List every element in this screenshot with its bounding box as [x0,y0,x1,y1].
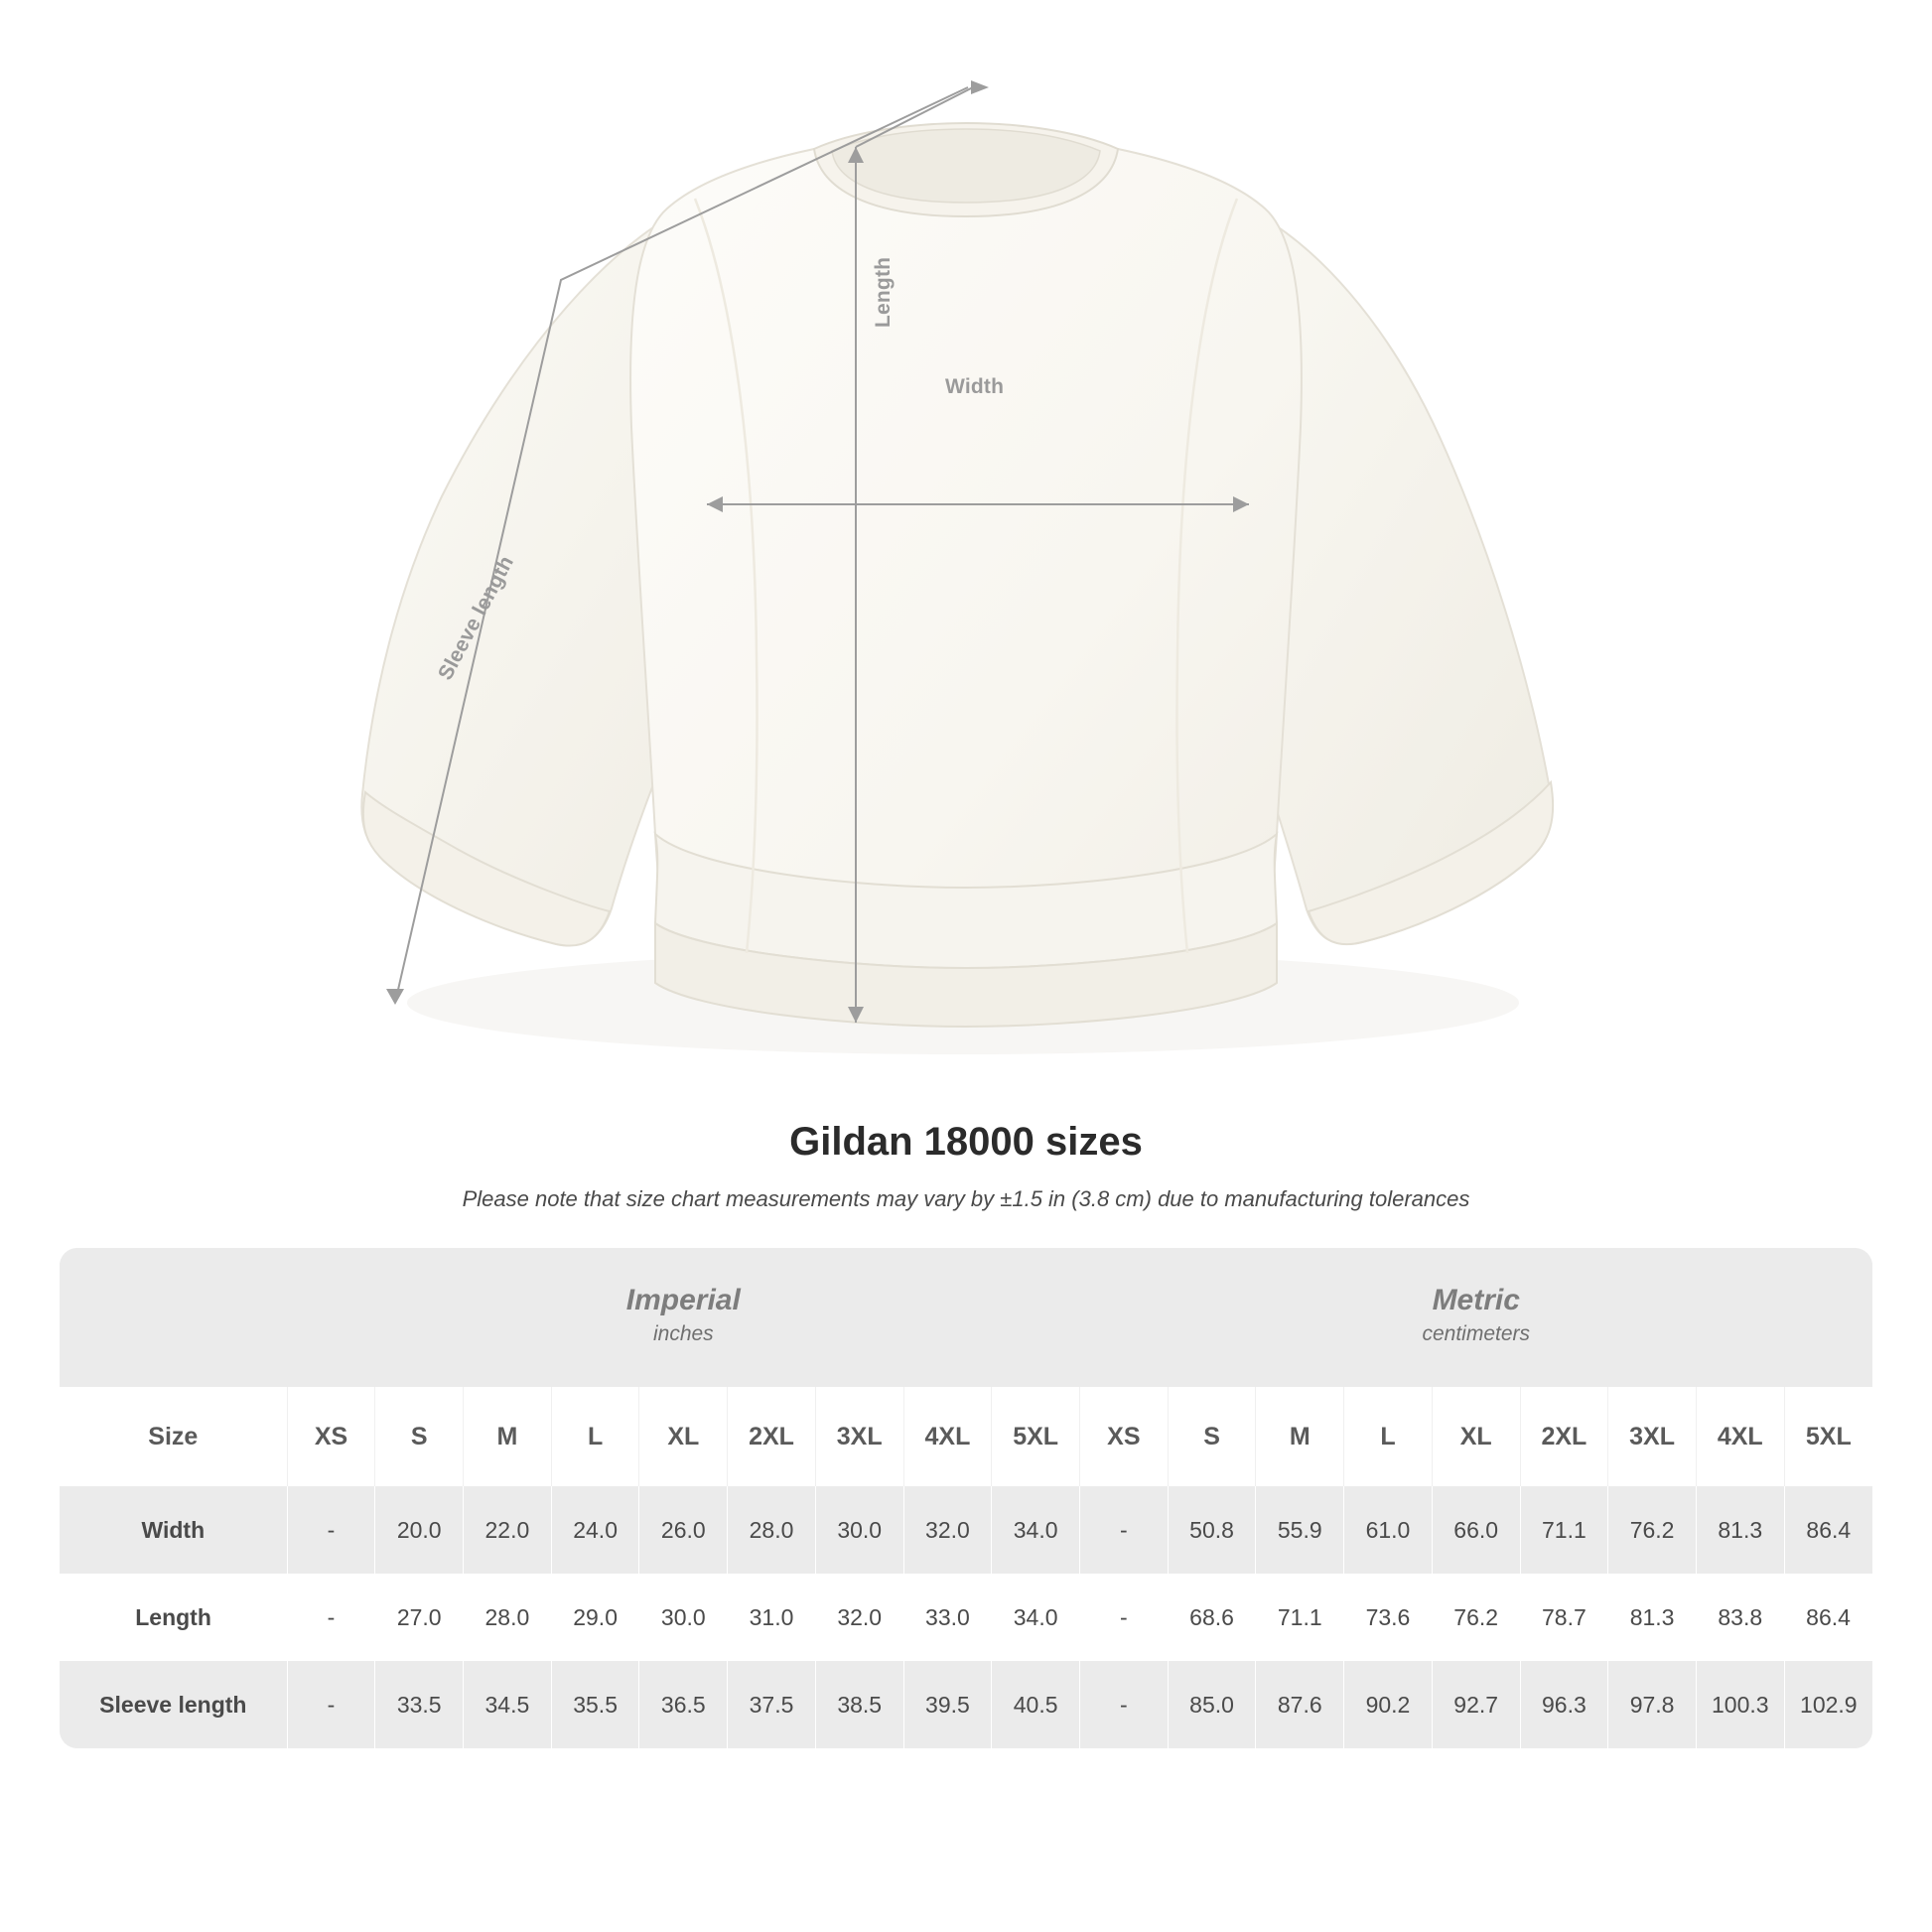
cell-width-M-2: 22.0 [464,1486,552,1574]
cell-length-5XL-17: 86.4 [1784,1574,1872,1661]
cell-length-XS-0: - [287,1574,375,1661]
cell-length-3XL-15: 81.3 [1608,1574,1697,1661]
title-block [0,1120,1932,1212]
unit-group-metric [1080,1248,1873,1387]
column-header-l-12: L [1344,1387,1433,1486]
unit-group-imperial [287,1248,1079,1387]
unit-sub-name: centimeters [1422,1322,1531,1346]
page-title: Gildan 18000 sizes [789,1120,1143,1164]
row-label-width: Width [60,1486,287,1574]
column-header-3xl-6: 3XL [815,1387,903,1486]
cell-width-M-11: 55.9 [1256,1486,1344,1574]
cell-sleeve-length-2XL-5: 37.5 [728,1661,816,1748]
table-row [60,1574,1872,1661]
cell-length-M-2: 28.0 [464,1574,552,1661]
column-header-4xl-16: 4XL [1696,1387,1784,1486]
cell-sleeve-length-5XL-8: 40.5 [992,1661,1080,1748]
column-header-xs-0: XS [287,1387,375,1486]
column-header-m-11: M [1256,1387,1344,1486]
column-header-s-10: S [1168,1387,1256,1486]
cell-width-XS-9: - [1080,1486,1169,1574]
cell-length-4XL-16: 83.8 [1696,1574,1784,1661]
column-header-2xl-14: 2XL [1520,1387,1608,1486]
cell-sleeve-length-4XL-7: 39.5 [903,1661,992,1748]
column-header-xs-9: XS [1080,1387,1169,1486]
cell-sleeve-length-2XL-14: 96.3 [1520,1661,1608,1748]
cell-length-2XL-5: 31.0 [728,1574,816,1661]
length-dimension-label: Length [872,256,895,328]
column-header-2xl-5: 2XL [728,1387,816,1486]
cell-sleeve-length-M-2: 34.5 [464,1661,552,1748]
cell-width-2XL-5: 28.0 [728,1486,816,1574]
cell-width-S-10: 50.8 [1168,1486,1256,1574]
cell-sleeve-length-XL-4: 36.5 [639,1661,728,1748]
row-label-length: Length [60,1574,287,1661]
cell-width-XS-0: - [287,1486,375,1574]
cell-length-XL-13: 76.2 [1432,1574,1520,1661]
unit-sub-name: inches [652,1322,714,1346]
unit-system-name: Imperial [625,1283,741,1316]
cell-length-4XL-7: 33.0 [903,1574,992,1661]
cell-length-3XL-6: 32.0 [815,1574,903,1661]
cell-sleeve-length-S-10: 85.0 [1168,1661,1256,1748]
cell-length-XS-9: - [1080,1574,1169,1661]
column-header-size: Size [60,1387,287,1486]
sleeve-arrow-top [971,80,989,94]
cell-width-5XL-17: 86.4 [1784,1486,1872,1574]
cell-width-XL-4: 26.0 [639,1486,728,1574]
cell-sleeve-length-4XL-16: 100.3 [1696,1661,1784,1748]
cell-width-2XL-14: 71.1 [1520,1486,1608,1574]
cell-sleeve-length-XS-9: - [1080,1661,1169,1748]
size-table [60,1248,1872,1748]
sleeve-arrow-bottom [386,989,404,1005]
table-row [60,1486,1872,1574]
cell-width-L-12: 61.0 [1344,1486,1433,1574]
cell-width-3XL-6: 30.0 [815,1486,903,1574]
cell-length-L-3: 29.0 [551,1574,639,1661]
sleeve-length-dimension-label: Sleeve length [434,552,519,684]
column-header-5xl-17: 5XL [1784,1387,1872,1486]
cell-sleeve-length-3XL-6: 38.5 [815,1661,903,1748]
cell-width-4XL-16: 81.3 [1696,1486,1784,1574]
column-header-4xl-7: 4XL [903,1387,992,1486]
cell-sleeve-length-S-1: 33.5 [375,1661,464,1748]
column-header-xl-13: XL [1432,1387,1520,1486]
cell-sleeve-length-L-12: 90.2 [1344,1661,1433,1748]
column-header-xl-4: XL [639,1387,728,1486]
cell-length-L-12: 73.6 [1344,1574,1433,1661]
cell-length-S-1: 27.0 [375,1574,464,1661]
cell-length-XL-4: 30.0 [639,1574,728,1661]
cell-sleeve-length-M-11: 87.6 [1256,1661,1344,1748]
row-label-sleeve-length: Sleeve length [60,1661,287,1748]
cell-length-S-10: 68.6 [1168,1574,1256,1661]
width-dimension-label: Width [945,375,1005,398]
cell-sleeve-length-3XL-15: 97.8 [1608,1661,1697,1748]
column-header-m-2: M [464,1387,552,1486]
cell-width-S-1: 20.0 [375,1486,464,1574]
unit-header-spacer [60,1248,287,1387]
cell-sleeve-length-XS-0: - [287,1661,375,1748]
cell-width-3XL-15: 76.2 [1608,1486,1697,1574]
column-header-5xl-8: 5XL [992,1387,1080,1486]
size-table-wrap [60,1248,1872,1748]
table-row [60,1661,1872,1748]
cell-length-2XL-14: 78.7 [1520,1574,1608,1661]
unit-system-name: Metric [1432,1283,1520,1316]
column-header-s-1: S [375,1387,464,1486]
cell-width-L-3: 24.0 [551,1486,639,1574]
column-header-l-3: L [551,1387,639,1486]
table-header-row [60,1387,1872,1486]
cell-sleeve-length-L-3: 35.5 [551,1661,639,1748]
cell-length-M-11: 71.1 [1256,1574,1344,1661]
cell-sleeve-length-5XL-17: 102.9 [1784,1661,1872,1748]
cell-width-4XL-7: 32.0 [903,1486,992,1574]
unit-header-row [60,1248,1872,1387]
cell-sleeve-length-XL-13: 92.7 [1432,1661,1520,1748]
column-header-3xl-15: 3XL [1608,1387,1697,1486]
tolerance-note: Please note that size chart measurements may vary by ±1.5 in (3.8 cm) due to manufacturing tolerances [462,1186,1470,1211]
cell-length-5XL-8: 34.0 [992,1574,1080,1661]
cell-width-XL-13: 66.0 [1432,1486,1520,1574]
cell-width-5XL-8: 34.0 [992,1486,1080,1574]
